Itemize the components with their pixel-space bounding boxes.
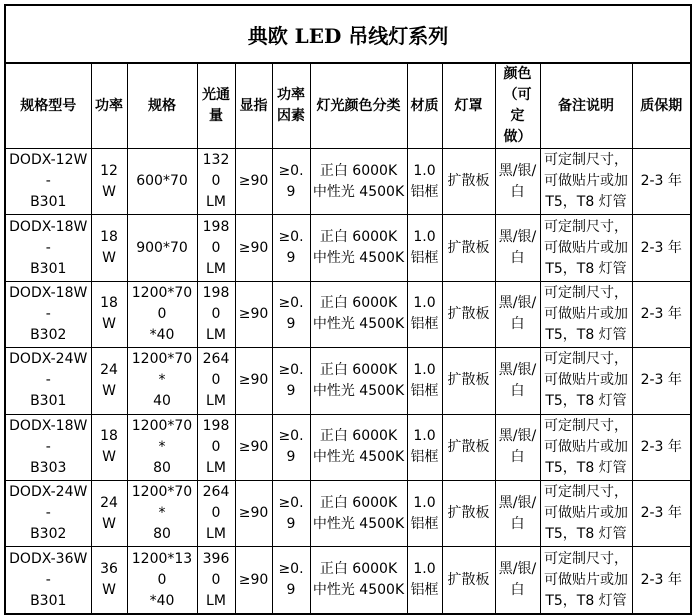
cell-notes-line1: 可定制尺寸， — [544, 351, 628, 368]
cell-model-line1: DODX-24W- — [9, 351, 88, 389]
table-row — [6, 480, 690, 546]
cell-color-line1: 黑/银/ — [498, 494, 537, 511]
cell-cri: ≥90 — [235, 348, 272, 414]
cell-flux-line1: 1980 — [202, 417, 230, 455]
cell-spec — [127, 281, 197, 347]
cell-model-line2: B301 — [30, 194, 67, 211]
cell-notes-line3: T5，T8 灯管 — [545, 526, 627, 543]
cell-model-line2: B301 — [30, 260, 67, 277]
cell-color-line2: 白 — [510, 250, 525, 267]
cell-cri: ≥90 — [235, 149, 272, 215]
cell-notes-line3: T5，T8 灯管 — [545, 393, 627, 410]
header-warranty: 质保期 — [632, 64, 690, 149]
cell-cct-line1: 正白 6000K — [319, 494, 398, 511]
header-flux-line1: 光通 — [202, 87, 230, 103]
cell-spec — [127, 149, 197, 215]
cell-notes-line3: T5，T8 灯管 — [545, 260, 627, 277]
cell-cri: ≥90 — [235, 547, 272, 613]
cell-notes-line3: T5，T8 灯管 — [545, 459, 627, 476]
cell-spec-line1: 900*70 — [136, 239, 188, 256]
cell-cct-line1: 正白 6000K — [319, 162, 398, 179]
cell-flux — [197, 480, 235, 546]
cell-flux — [197, 215, 235, 281]
cell-power: 36W — [91, 547, 127, 613]
sheet-title: 典欧 LED 吊线灯系列 — [6, 6, 690, 64]
cell-color-line2: 白 — [510, 382, 525, 399]
cell-model-line1: DODX-18W- — [9, 284, 88, 322]
cell-notes-line1: 可定制尺寸， — [544, 550, 628, 567]
cell-cct — [310, 215, 407, 281]
cell-shade: 扩散板 — [442, 348, 495, 414]
cell-color — [495, 414, 540, 480]
cell-notes — [540, 281, 632, 347]
cell-color-line2: 白 — [510, 515, 525, 532]
cell-color — [495, 547, 540, 613]
cell-flux-line2: LM — [206, 459, 226, 476]
header-pf-line2: 因素 — [277, 108, 305, 124]
cell-color-line2: 白 — [510, 183, 525, 200]
cell-pf: ≥0.9 — [272, 547, 310, 613]
cell-warranty: 2-3 年 — [632, 281, 690, 347]
cell-color — [495, 348, 540, 414]
cell-model — [6, 480, 91, 546]
cell-material-line2: 铝框 — [410, 250, 439, 267]
cell-warranty: 2-3 年 — [632, 480, 690, 546]
cell-cct-line1: 正白 6000K — [319, 229, 398, 246]
cell-model-line1: DODX-36W- — [9, 550, 88, 588]
table-row — [6, 149, 690, 215]
cell-spec-line1: 1200*70* — [131, 417, 193, 455]
cell-flux-line1: 2640 — [202, 484, 230, 522]
cell-model — [6, 348, 91, 414]
cell-material — [407, 414, 442, 480]
cell-model — [6, 215, 91, 281]
cell-shade: 扩散板 — [442, 547, 495, 613]
header-power: 功率 — [91, 64, 127, 149]
cell-material-line2: 铝框 — [410, 183, 439, 200]
header-color-line1: 颜色 — [503, 66, 532, 82]
cell-spec-line2: *40 — [149, 592, 175, 609]
cell-material-line1: 1.0 — [413, 295, 436, 312]
cell-cct-line2: 中性光 4500K — [312, 515, 405, 532]
cell-material — [407, 547, 442, 613]
cell-notes-line2: 可做贴片或加 — [544, 372, 628, 389]
cell-notes-line1: 可定制尺寸， — [544, 152, 628, 169]
cell-notes — [540, 414, 632, 480]
cell-cct — [310, 547, 407, 613]
cell-pf: ≥0.9 — [272, 149, 310, 215]
cell-flux — [197, 281, 235, 347]
header-model: 规格型号 — [6, 64, 91, 149]
header-cct: 灯光颜色分类 — [310, 64, 407, 149]
cell-power: 12W — [91, 149, 127, 215]
cell-notes — [540, 348, 632, 414]
cell-power: 18W — [91, 215, 127, 281]
cell-color-line1: 黑/银/ — [498, 229, 537, 246]
cell-cct-line1: 正白 6000K — [319, 561, 398, 578]
cell-material — [407, 149, 442, 215]
cell-notes-line2: 可做贴片或加 — [544, 305, 628, 322]
cell-model-line2: B303 — [30, 459, 67, 476]
cell-cct — [310, 281, 407, 347]
cell-pf: ≥0.9 — [272, 480, 310, 546]
cell-material-line1: 1.0 — [413, 494, 436, 511]
cell-model — [6, 414, 91, 480]
cell-model-line2: B302 — [30, 526, 67, 543]
header-color-line3: 做） — [503, 129, 532, 145]
cell-spec-line1: 1200*700 — [131, 284, 193, 322]
cell-flux-line2: LM — [206, 326, 226, 343]
cell-model-line2: B301 — [30, 592, 67, 609]
cell-material — [407, 215, 442, 281]
cell-cri: ≥90 — [235, 215, 272, 281]
table-row — [6, 547, 690, 613]
cell-flux — [197, 149, 235, 215]
cell-cct-line2: 中性光 4500K — [312, 250, 405, 267]
cell-color — [495, 480, 540, 546]
cell-color — [495, 215, 540, 281]
cell-spec-line2: 40 — [153, 393, 171, 410]
table-row — [6, 281, 690, 347]
cell-material-line1: 1.0 — [413, 361, 436, 378]
cell-model — [6, 281, 91, 347]
header-pf — [272, 64, 310, 149]
cell-notes-line2: 可做贴片或加 — [544, 505, 628, 522]
cell-power: 24W — [91, 480, 127, 546]
header-flux — [197, 64, 235, 149]
cell-cct — [310, 414, 407, 480]
cell-spec-line1: 1200*130 — [131, 550, 193, 588]
cell-flux-line2: LM — [206, 592, 226, 609]
cell-notes — [540, 547, 632, 613]
cell-notes — [540, 215, 632, 281]
cell-power: 24W — [91, 348, 127, 414]
cell-model-line2: B302 — [30, 326, 67, 343]
cell-flux-line1: 3960 — [202, 550, 230, 588]
cell-cct-line2: 中性光 4500K — [312, 316, 405, 333]
cell-flux-line2: LM — [206, 526, 226, 543]
cell-cri: ≥90 — [235, 281, 272, 347]
cell-spec — [127, 414, 197, 480]
cell-spec-line2: 80 — [153, 459, 171, 476]
cell-notes-line3: T5，T8 灯管 — [545, 592, 627, 609]
cell-material — [407, 281, 442, 347]
header-color-line2: （可定 — [503, 87, 532, 124]
cell-flux — [197, 414, 235, 480]
cell-notes-line1: 可定制尺寸， — [544, 218, 628, 235]
cell-material-line1: 1.0 — [413, 561, 436, 578]
cell-spec — [127, 348, 197, 414]
cell-pf: ≥0.9 — [272, 215, 310, 281]
cell-cri: ≥90 — [235, 414, 272, 480]
cell-color — [495, 149, 540, 215]
cell-material-line2: 铝框 — [410, 316, 439, 333]
cell-material-line2: 铝框 — [410, 582, 439, 599]
cell-flux — [197, 547, 235, 613]
cell-flux — [197, 348, 235, 414]
cell-cct — [310, 149, 407, 215]
cell-model-line1: DODX-18W- — [9, 417, 88, 455]
cell-warranty: 2-3 年 — [632, 348, 690, 414]
cell-material-line2: 铝框 — [410, 515, 439, 532]
cell-shade: 扩散板 — [442, 149, 495, 215]
cell-flux-line2: LM — [206, 260, 226, 277]
cell-cri: ≥90 — [235, 480, 272, 546]
cell-warranty: 2-3 年 — [632, 215, 690, 281]
cell-shade: 扩散板 — [442, 414, 495, 480]
cell-flux-line2: LM — [206, 393, 226, 410]
cell-cct-line2: 中性光 4500K — [312, 382, 405, 399]
cell-material-line2: 铝框 — [410, 382, 439, 399]
cell-model-line1: DODX-18W- — [9, 218, 88, 256]
header-notes: 备注说明 — [540, 64, 632, 149]
cell-flux-line1: 1980 — [202, 218, 230, 256]
cell-cct — [310, 480, 407, 546]
cell-material — [407, 480, 442, 546]
cell-spec-line1: 1200*70* — [131, 484, 193, 522]
cell-notes-line3: T5，T8 灯管 — [545, 326, 627, 343]
cell-notes-line2: 可做贴片或加 — [544, 438, 628, 455]
cell-color-line1: 黑/银/ — [498, 561, 537, 578]
cell-model-line1: DODX-12W- — [9, 152, 88, 190]
cell-notes-line2: 可做贴片或加 — [544, 239, 628, 256]
cell-notes — [540, 149, 632, 215]
cell-color-line1: 黑/银/ — [498, 295, 537, 312]
cell-material — [407, 348, 442, 414]
cell-cct-line1: 正白 6000K — [319, 428, 398, 445]
header-shade: 灯罩 — [442, 64, 495, 149]
header-pf-line1: 功率 — [277, 87, 305, 103]
cell-flux-line1: 1980 — [202, 284, 230, 322]
cell-material-line1: 1.0 — [413, 229, 436, 246]
header-spec: 规格 — [127, 64, 197, 149]
table-row — [6, 348, 690, 414]
cell-model — [6, 547, 91, 613]
cell-notes-line2: 可做贴片或加 — [544, 173, 628, 190]
cell-pf: ≥0.9 — [272, 281, 310, 347]
cell-color-line2: 白 — [510, 316, 525, 333]
cell-notes-line1: 可定制尺寸， — [544, 417, 628, 434]
cell-pf: ≥0.9 — [272, 348, 310, 414]
cell-power: 18W — [91, 414, 127, 480]
cell-spec-line1: 1200*70* — [131, 351, 193, 389]
table-row — [6, 414, 690, 480]
cell-notes-line1: 可定制尺寸， — [544, 484, 628, 501]
cell-color-line1: 黑/银/ — [498, 428, 537, 445]
header-flux-line2: 量 — [209, 108, 223, 124]
cell-flux-line2: LM — [206, 194, 226, 211]
cell-flux-line1: 1320 — [202, 152, 230, 190]
cell-material-line1: 1.0 — [413, 428, 436, 445]
cell-cct-line2: 中性光 4500K — [312, 183, 405, 200]
cell-flux-line1: 2640 — [202, 351, 230, 389]
cell-power: 18W — [91, 281, 127, 347]
cell-material-line2: 铝框 — [410, 449, 439, 466]
cell-warranty: 2-3 年 — [632, 149, 690, 215]
cell-spec-line2: *40 — [149, 326, 175, 343]
cell-spec — [127, 480, 197, 546]
header-row — [6, 64, 690, 149]
cell-material-line1: 1.0 — [413, 162, 436, 179]
cell-model — [6, 149, 91, 215]
cell-cct-line1: 正白 6000K — [319, 361, 398, 378]
cell-spec-line2: 80 — [153, 526, 171, 543]
product-sheet — [4, 4, 692, 615]
cell-color-line1: 黑/银/ — [498, 162, 537, 179]
cell-pf: ≥0.9 — [272, 414, 310, 480]
cell-warranty: 2-3 年 — [632, 547, 690, 613]
cell-model-line2: B301 — [30, 393, 67, 410]
cell-cct-line2: 中性光 4500K — [312, 582, 405, 599]
cell-spec-line1: 600*70 — [136, 173, 188, 190]
cell-notes — [540, 480, 632, 546]
header-material: 材质 — [407, 64, 442, 149]
cell-color — [495, 281, 540, 347]
cell-cct — [310, 348, 407, 414]
cell-shade: 扩散板 — [442, 215, 495, 281]
cell-color-line2: 白 — [510, 582, 525, 599]
cell-shade: 扩散板 — [442, 281, 495, 347]
cell-model-line1: DODX-24W- — [9, 484, 88, 522]
cell-notes-line3: T5，T8 灯管 — [545, 194, 627, 211]
cell-color-line2: 白 — [510, 449, 525, 466]
cell-cct-line2: 中性光 4500K — [312, 449, 405, 466]
cell-color-line1: 黑/银/ — [498, 361, 537, 378]
cell-notes-line1: 可定制尺寸， — [544, 284, 628, 301]
product-table — [6, 64, 690, 613]
header-cri: 显指 — [235, 64, 272, 149]
cell-spec — [127, 547, 197, 613]
cell-shade: 扩散板 — [442, 480, 495, 546]
header-color — [495, 64, 540, 149]
cell-notes-line2: 可做贴片或加 — [544, 571, 628, 588]
cell-cct-line1: 正白 6000K — [319, 295, 398, 312]
table-row — [6, 215, 690, 281]
cell-spec — [127, 215, 197, 281]
cell-warranty: 2-3 年 — [632, 414, 690, 480]
